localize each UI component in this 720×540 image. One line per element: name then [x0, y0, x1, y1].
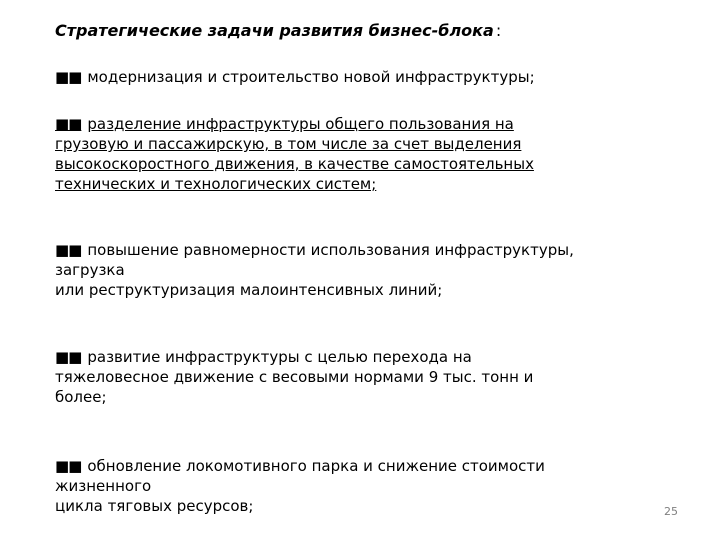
slide-title-text: Стратегические задачи развития бизнес-блока: [55, 21, 494, 40]
bullet-line: [55, 67, 695, 87]
bullet-line: более;: [55, 388, 107, 406]
bullet-marker: ■■: [55, 457, 82, 475]
bullet-marker: ■■: [55, 115, 82, 133]
bullet-item-locomotive-fleet: [55, 456, 695, 516]
bullet-line: [55, 240, 695, 260]
bullet-item-uniformity: [55, 240, 695, 300]
bullet-item-modernization: [55, 67, 695, 87]
bullet-marker: ■■: [55, 348, 82, 366]
bullet-line: высокоскоростного движения, в качестве самостоятельных: [55, 155, 534, 173]
bullet-text: обновление локомотивного парка и снижение стоимости: [87, 457, 545, 475]
slide-title: [55, 20, 501, 42]
bullet-text: модернизация и строительство новой инфраструктуры;: [87, 68, 535, 86]
slide-title-colon: :: [495, 21, 502, 40]
bullet-marker: ■■: [55, 241, 82, 259]
bullet-text: разделение инфраструктуры общего пользования на: [87, 115, 514, 133]
bullet-line: или реструктуризация малоинтенсивных линий;: [55, 281, 443, 299]
bullet-line: [55, 456, 695, 476]
bullet-marker: ■■: [55, 68, 82, 86]
page-number: 25: [664, 505, 678, 518]
bullet-line: жизненного: [55, 477, 152, 495]
bullet-item-heavy-traffic: [55, 347, 695, 407]
bullet-line: [55, 114, 695, 134]
bullet-item-separation: [55, 114, 695, 194]
bullet-line: тяжеловесное движение с весовыми нормами 9 тыс. тонн и: [55, 368, 534, 386]
bullet-line: загрузка: [55, 261, 125, 279]
bullet-line: [55, 347, 695, 367]
bullet-line: грузовую и пассажирскую, в том числе за счет выделения: [55, 135, 522, 153]
bullet-text: развитие инфраструктуры с целью перехода на: [87, 348, 472, 366]
bullet-line: цикла тяговых ресурсов;: [55, 497, 254, 515]
bullet-line: технических и технологических систем;: [55, 175, 377, 193]
bullet-text: повышение равномерности использования инфраструктуры,: [87, 241, 574, 259]
